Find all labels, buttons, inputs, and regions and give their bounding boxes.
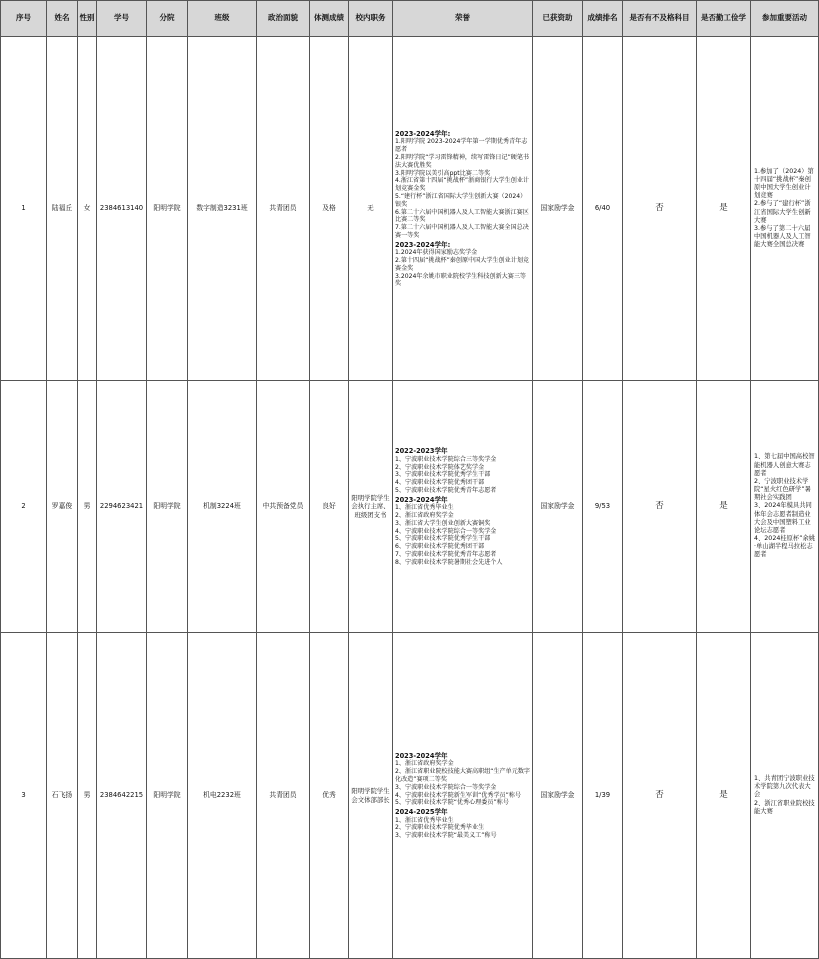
header-cell: 政治面貌	[257, 1, 310, 37]
honors-item: 1、宁波职业技术学院综合三等奖学金	[395, 455, 497, 463]
cell-class: 数字制造3231班	[188, 37, 257, 381]
header-cell: 校内职务	[349, 1, 393, 37]
honors-item: 5、宁波职业技术学院“优秀心理委员”称号	[395, 799, 509, 807]
cell-political: 中共预备党员	[257, 381, 310, 633]
activity-item: 3、2024年模具共同体年会志愿者制造业大会及中国塑料工业论坛志愿者	[754, 502, 812, 534]
header-cell: 分院	[147, 1, 188, 37]
cell-aid: 国家励学金	[533, 381, 583, 633]
cell-student-id: 2384613140	[97, 37, 147, 381]
cell-honors	[393, 381, 533, 633]
header-cell: 序号	[1, 1, 47, 37]
header-cell: 体测成绩	[310, 1, 349, 37]
cell-activities	[751, 633, 819, 959]
honors-item: 8、宁波职业技术学院暑期社会先进个人	[395, 558, 503, 566]
honors-year: 2022-2023学年	[395, 447, 448, 456]
cell-student-id: 2384642215	[97, 633, 147, 959]
honors-item: 3、宁波职业技术学院优秀学生干部	[395, 471, 491, 479]
cell-activities	[751, 37, 819, 381]
cell-name: 罗嘉俊	[47, 381, 78, 633]
activity-item: 4、2024桂原杯”余姚·单山湖半程马拉松志愿者	[754, 535, 816, 559]
honors-item: 2.第十四届“挑战杯”秦创原中国大学生创业计划竞赛金奖	[395, 256, 530, 272]
honors-item: 4、宁波职业技术学院新生军训“优秀学员”称号	[395, 791, 521, 799]
honors-item: 2、宁波职业技术学院优秀毕业生	[395, 824, 485, 832]
cell-class: 机制3224班	[188, 381, 257, 633]
cell-fitness: 及格	[310, 37, 349, 381]
header-cell: 参加重要活动	[751, 1, 819, 37]
header-cell: 学号	[97, 1, 147, 37]
cell-rank: 6/40	[583, 37, 623, 381]
honors-item: 1.阳明学院 2023-2024学年第一学期优秀青年志愿者	[395, 138, 528, 154]
honors-item: 3、浙江省大学生创业创新大赛铜奖	[395, 519, 491, 527]
table-row	[1, 381, 819, 633]
honors-item: 5、宁波职业技术学院优秀青年志愿者	[395, 487, 497, 494]
cell-work-study: 是	[697, 633, 751, 959]
activity-item: 2、浙江省职业院校技能大赛	[754, 799, 815, 815]
cell-gender: 男	[78, 381, 97, 633]
cell-role: 无	[349, 37, 393, 381]
honors-item: 6.第二十六届中国机器人及人工智能大赛浙江赛区比赛二等奖	[395, 208, 529, 224]
honors-item: 4、宁波职业技术学院优秀团干部	[395, 479, 485, 487]
header-cell: 成绩排名	[583, 1, 623, 37]
header-cell: 姓名	[47, 1, 78, 37]
honors-item: 1.2024年获得国家励志奖学金	[395, 249, 478, 257]
activity-item: 1、第七届中国高校智能机器人创意大赛志愿者	[754, 453, 815, 477]
honors-year: 2023-2024学年:	[395, 129, 451, 138]
honors-item: 1、浙江省优秀毕业生	[395, 816, 454, 824]
honors-year: 2024-2025学年	[395, 808, 448, 817]
honors-item: 6、宁波职业技术学院优秀团干部	[395, 543, 485, 551]
cell-honors	[393, 37, 533, 381]
header-cell: 班级	[188, 1, 257, 37]
cell-rank: 1/39	[583, 633, 623, 959]
cell-no: 3	[1, 633, 47, 959]
header-row	[1, 1, 819, 37]
cell-gender: 女	[78, 37, 97, 381]
cell-gender: 男	[78, 633, 97, 959]
activity-item: 1.参加了（2024）第十四届“挑战杯”秦创原中国大学生创业计划竞赛	[754, 167, 814, 200]
honors-year: 2023-2024学年	[395, 495, 448, 504]
honors-year: 2023-2024学年:	[395, 240, 451, 249]
honors-item: 5.“建行杯”浙江省国际大学生创新大赛（2024）银奖	[395, 192, 527, 208]
table-row	[1, 37, 819, 381]
cell-fitness: 良好	[310, 381, 349, 633]
activity-item: 1、共青团宁波职业技术学院第九次代表大会	[754, 775, 815, 799]
activity-item: 2、宁波职业技术学院“星火红色研学”暑期社会实践团	[754, 477, 811, 502]
activity-item: 2.参与了“建行杯”浙江省国际大学生创新大赛	[754, 200, 811, 224]
header-cell: 性别	[78, 1, 97, 37]
header-cell: 是否有不及格科目	[623, 1, 697, 37]
cell-work-study: 是	[697, 37, 751, 381]
honors-year: 2023-2024学年	[395, 751, 448, 760]
cell-name: 陆福丘	[47, 37, 78, 381]
cell-aid: 国家励学金	[533, 633, 583, 959]
table-row	[1, 633, 819, 959]
cell-college: 阳明学院	[147, 381, 188, 633]
cell-failed: 否	[623, 381, 697, 633]
cell-college: 阳明学院	[147, 633, 188, 959]
cell-rank: 9/53	[583, 381, 623, 633]
cell-name: 石飞扬	[47, 633, 78, 959]
cell-political: 共青团员	[257, 633, 310, 959]
honors-item: 3、宁波职业技术学院“最美义工”称号	[395, 832, 497, 840]
honors-item: 7.第二十六届中国机器人及人工智能大赛全国总决赛一等奖	[395, 224, 529, 239]
honors-item: 2.阳明学院“学习雷锋精神，续写雷锋日记”硬笔书法大赛优胜奖	[395, 153, 530, 169]
cell-failed: 否	[623, 633, 697, 959]
cell-no: 2	[1, 381, 47, 633]
cell-activities	[751, 381, 819, 633]
honors-item: 1、浙江省政府奖学金	[395, 760, 454, 768]
honors-item: 1、浙江省优秀毕业生	[395, 504, 454, 512]
honors-item: 3.2024年余姚市职业院校学生科技创新大赛三等奖	[395, 272, 527, 288]
cell-role: 阳明学院学生会文体部部长	[349, 633, 393, 959]
cell-aid: 国家励学金	[533, 37, 583, 381]
cell-political: 共青团员	[257, 37, 310, 381]
honors-item: 3、宁波职业技术学院综合一等奖学金	[395, 783, 497, 791]
honors-item: 2、宁波职业技术学院体艺奖学金	[395, 463, 485, 471]
header-cell: 是否勤工俭学	[697, 1, 751, 37]
cell-work-study: 是	[697, 381, 751, 633]
cell-fitness: 优秀	[310, 633, 349, 959]
honors-item: 7、宁波职业技术学院优秀青年志愿者	[395, 551, 497, 559]
honors-item: 4、宁波职业技术学院综合一等奖学金	[395, 527, 497, 535]
cell-college: 阳明学院	[147, 37, 188, 381]
header-cell: 荣誉	[393, 1, 533, 37]
honors-item: 2、浙江省政府奖学金	[395, 512, 454, 520]
activity-item: 3.参与了第二十六届中国机器人及人工智能大赛全国总决赛	[754, 224, 811, 249]
honors-item: 4.浙江省第十四届“挑战杯”浙商银行大学生创业计划竞赛金奖	[395, 177, 530, 193]
honors-item: 5、宁波职业技术学院优秀学生干部	[395, 535, 491, 543]
cell-honors	[393, 633, 533, 959]
honors-item: 2、浙江省职业院校技能大赛高职组“生产单元数字化改造”赛项二等奖	[395, 768, 531, 783]
cell-student-id: 2294623421	[97, 381, 147, 633]
cell-role: 阳明学院学生会执行主席、班级团支书	[349, 381, 393, 633]
cell-no: 1	[1, 37, 47, 381]
cell-failed: 否	[623, 37, 697, 381]
cell-class: 机电2232班	[188, 633, 257, 959]
honors-item: 3.阳明学院以美引高ppt比赛二等奖	[395, 169, 491, 177]
header-cell: 已获资助	[533, 1, 583, 37]
